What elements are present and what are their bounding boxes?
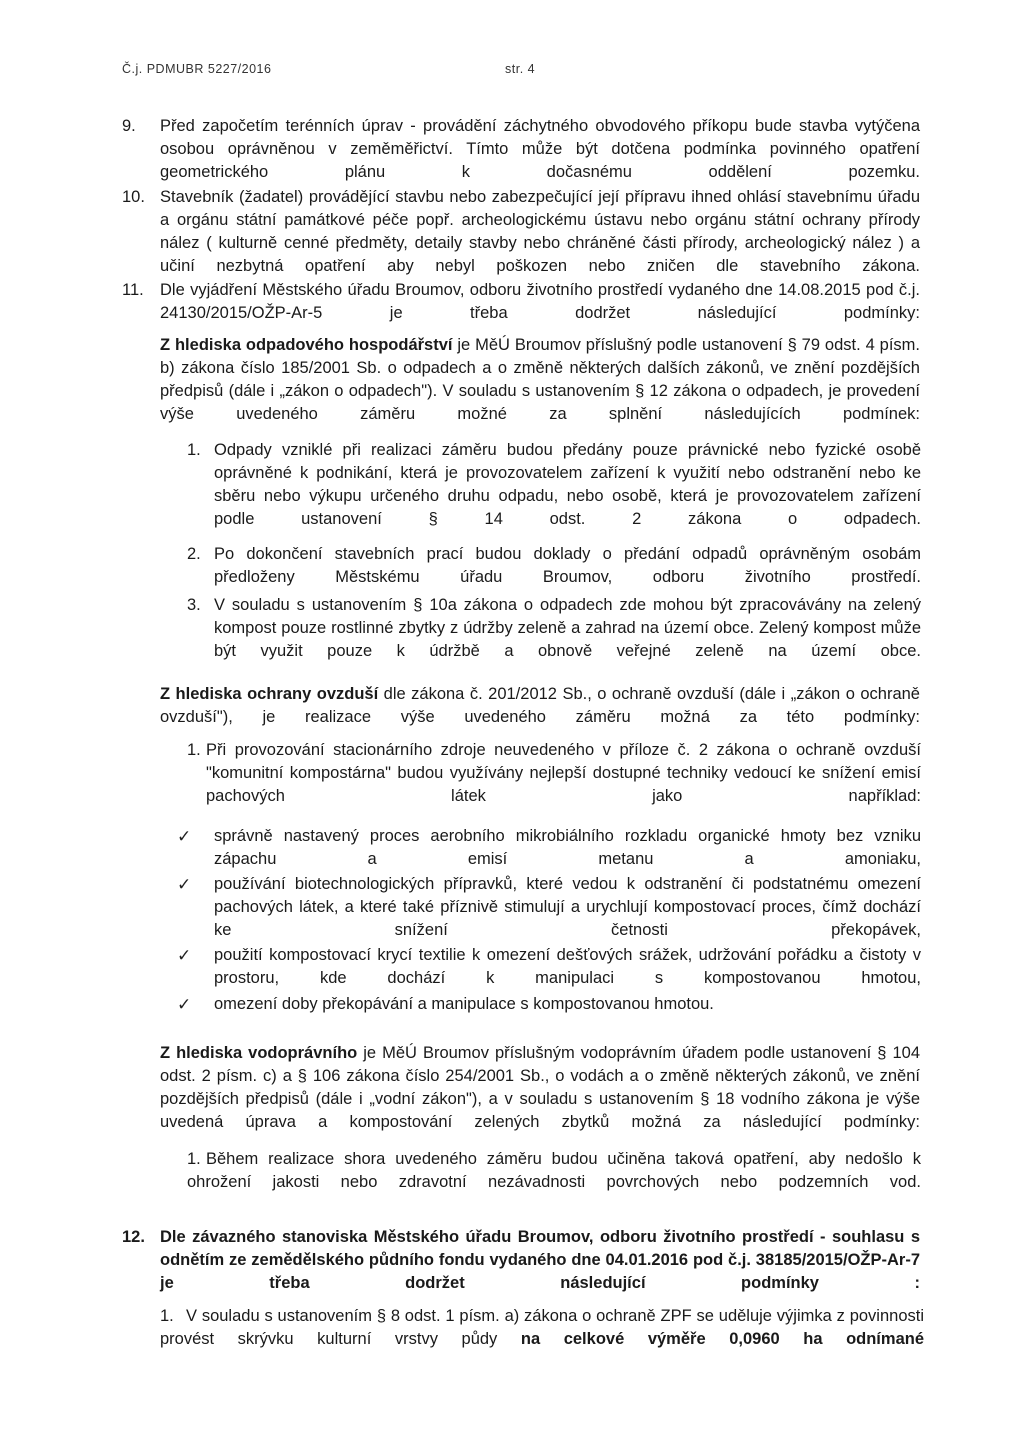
waste-heading: Z hlediska odpadového hospodářství	[160, 336, 453, 354]
checkmark-icon: ✓	[177, 995, 192, 1014]
item-12-condition-1	[160, 1305, 924, 1374]
water-condition-1: Během realizace shora uvedeného záměru budou učiněna taková opatření, aby nedošlo k ohrožení jakosti nebo zdravotní nezávadnosti povrchových nebo podzemních vod.	[187, 1150, 921, 1191]
air-heading: Z hlediska ochrany ovzduší	[160, 685, 379, 703]
water-condition-number: 1.	[187, 1150, 201, 1168]
waste-paragraph	[160, 334, 920, 449]
air-intro: dle zákona č. 201/2012 Sb., o ochraně ovzduší (dále i „zákon o ochraně ovzduší"), je realizace výše uvedeného záměru možná za této podmínky:	[160, 685, 920, 726]
air-condition-number: 1.	[187, 741, 201, 759]
water-paragraph	[160, 1042, 920, 1157]
water-intro: je MěÚ Broumov příslušným vodoprávním úřadem podle ustanovení § 104 odst. 2 písm. c) a § 106 zákona číslo 254/2001 Sb., o vodách a o změně některých zákonů, ve znění pozdějších předpisů (dále i „vodní zákon"), a v souladu s ustanovením § 18 vodního zákona je výše uvedená úprava a kompostování zelených zbytků možná za následující podmínky:	[160, 1044, 920, 1131]
waste-condition-1: Odpady vzniklé při realizaci záměru budou předány pouze právnické nebo fyzické osobě oprávněné k podnikání, která je provozovatelem zařízení k využití nebo odstranění nebo ke sběru nebo výkupu určeného druhu odpadu, nebo osobě, která je provozovatelem zařízení podle ustanovení § 14 odst. 2 zákona o odpadech.	[214, 441, 921, 528]
air-bullet: použití kompostovací krycí textilie k omezení dešťových srážek, udržování pořádku a čistoty v prostoru, kde dochází k manipulaci s kompostovanou hmotou,	[214, 946, 921, 987]
checkmark-icon: ✓	[177, 875, 192, 894]
air-condition-1: Při provozování stacionárního zdroje neuvedeného v příloze č. 2 zákona o ochraně ovzduší "komunitní kompostárna" budou využívány nejlepší dostupné techniky vedoucí ke snížení emisí pachových látek jako například:	[206, 741, 921, 805]
waste-condition-number: 1.	[187, 441, 201, 459]
checkmark-icon: ✓	[177, 946, 192, 965]
page-number: str. 4	[505, 62, 536, 76]
item-10-text: Stavebník (žadatel) provádějící stavbu nebo zabezpečující její přípravu ihned ohlásí stavebnímu úřadu a orgánu státní památkové péče popř. archeologickému ústavu nebo orgánu státní ochrany přírody nález ( kulturně cenné předměty, detaily stavby nebo chráněné části přírody, archeologický nález ) a učiní nezbytná opatření aby nebyl poškozen nebo zničen dle stavebního zákona.	[160, 188, 920, 275]
item-number: 12.	[122, 1228, 145, 1246]
item-number: 11.	[122, 281, 144, 299]
waste-condition-number: 3.	[187, 596, 201, 614]
item-12-condition-text: V souladu s ustanovením § 8 odst. 1 písm. a) zákona o ochraně ZPF se uděluje výjimka z povinnosti provést skrývku kulturní vrstvy půdy	[160, 1307, 924, 1348]
waste-intro: je MěÚ Broumov příslušný podle ustanovení § 79 odst. 4 písm. b) zákona číslo 185/2001 Sb. o odpadech a o změně některých dalších zákonů, ve znění pozdějších předpisů (dále i „zákon o odpadech"). V souladu s ustanovením § 12 zákona o odpadech, je provedení výše uvedeného záměru možné za splnění následujících podmínek:	[160, 336, 920, 423]
air-bullet: správně nastavený proces aerobního mikrobiálního rozkladu organické hmoty bez vzniku zápachu a emisí metanu a amoniaku,	[214, 827, 921, 868]
document-reference: Č.j. PDMUBR 5227/2016	[122, 62, 272, 76]
air-bullet: používání biotechnologických přípravků, které vedou k odstranění či podstatnému omezení pachových látek, a které také příznivě stimulují a urychlují kompostovací proces, čímž dochází ke snížení četnosti překopávek,	[214, 875, 921, 939]
waste-condition-number: 2.	[187, 545, 201, 563]
waste-condition-3: V souladu s ustanovením § 10a zákona o odpadech zde mohou být zpracovávány na zelený kompost pouze rostlinné zbytky z údržby zeleně a zahrad na území obce. Zelený kompost může být využit pouze k údržbě a obnově veřejné zeleně na území obce.	[214, 596, 921, 660]
item-number: 9.	[122, 117, 136, 135]
item-11-text: Dle vyjádření Městského úřadu Broumov, odboru životního prostředí vydaného dne 14.08.2015 pod č.j. 24130/2015/OŽP-Ar-5 je třeba dodržet následující podmínky:	[160, 281, 920, 322]
waste-condition-2: Po dokončení stavebních prací budou doklady o předání odpadů oprávněným osobám předloženy Městskému úřadu Broumov, odboru životního prostředí.	[214, 545, 921, 586]
water-heading: Z hlediska vodoprávního	[160, 1044, 358, 1062]
item-12-text: Dle závazného stanoviska Městského úřadu Broumov, odboru životního prostředí - souhlasu s odnětím ze zemědělského půdního fondu vydaného dne 04.01.2016 pod č.j. 38185/2015/OŽP-Ar-7 je třeba dodržet následující podmínky :	[160, 1228, 920, 1292]
item-12-condition-number: 1.	[160, 1307, 174, 1325]
item-number: 10.	[122, 188, 145, 206]
item-12-condition-bold: na celkové výměře 0,0960 ha odnímané	[520, 1330, 924, 1348]
checkmark-icon: ✓	[177, 827, 192, 846]
air-bullet: omezení doby překopávání a manipulace s kompostovanou hmotou.	[214, 995, 714, 1013]
item-9-text: Před započetím terénních úprav - provádění záchytného obvodového příkopu bude stavba vytýčena osobou oprávněnou v zeměměřictví. Tímto může být dotčena podmínka povinného opatření geometrického plánu k dočasnému oddělení pozemku.	[160, 117, 920, 181]
